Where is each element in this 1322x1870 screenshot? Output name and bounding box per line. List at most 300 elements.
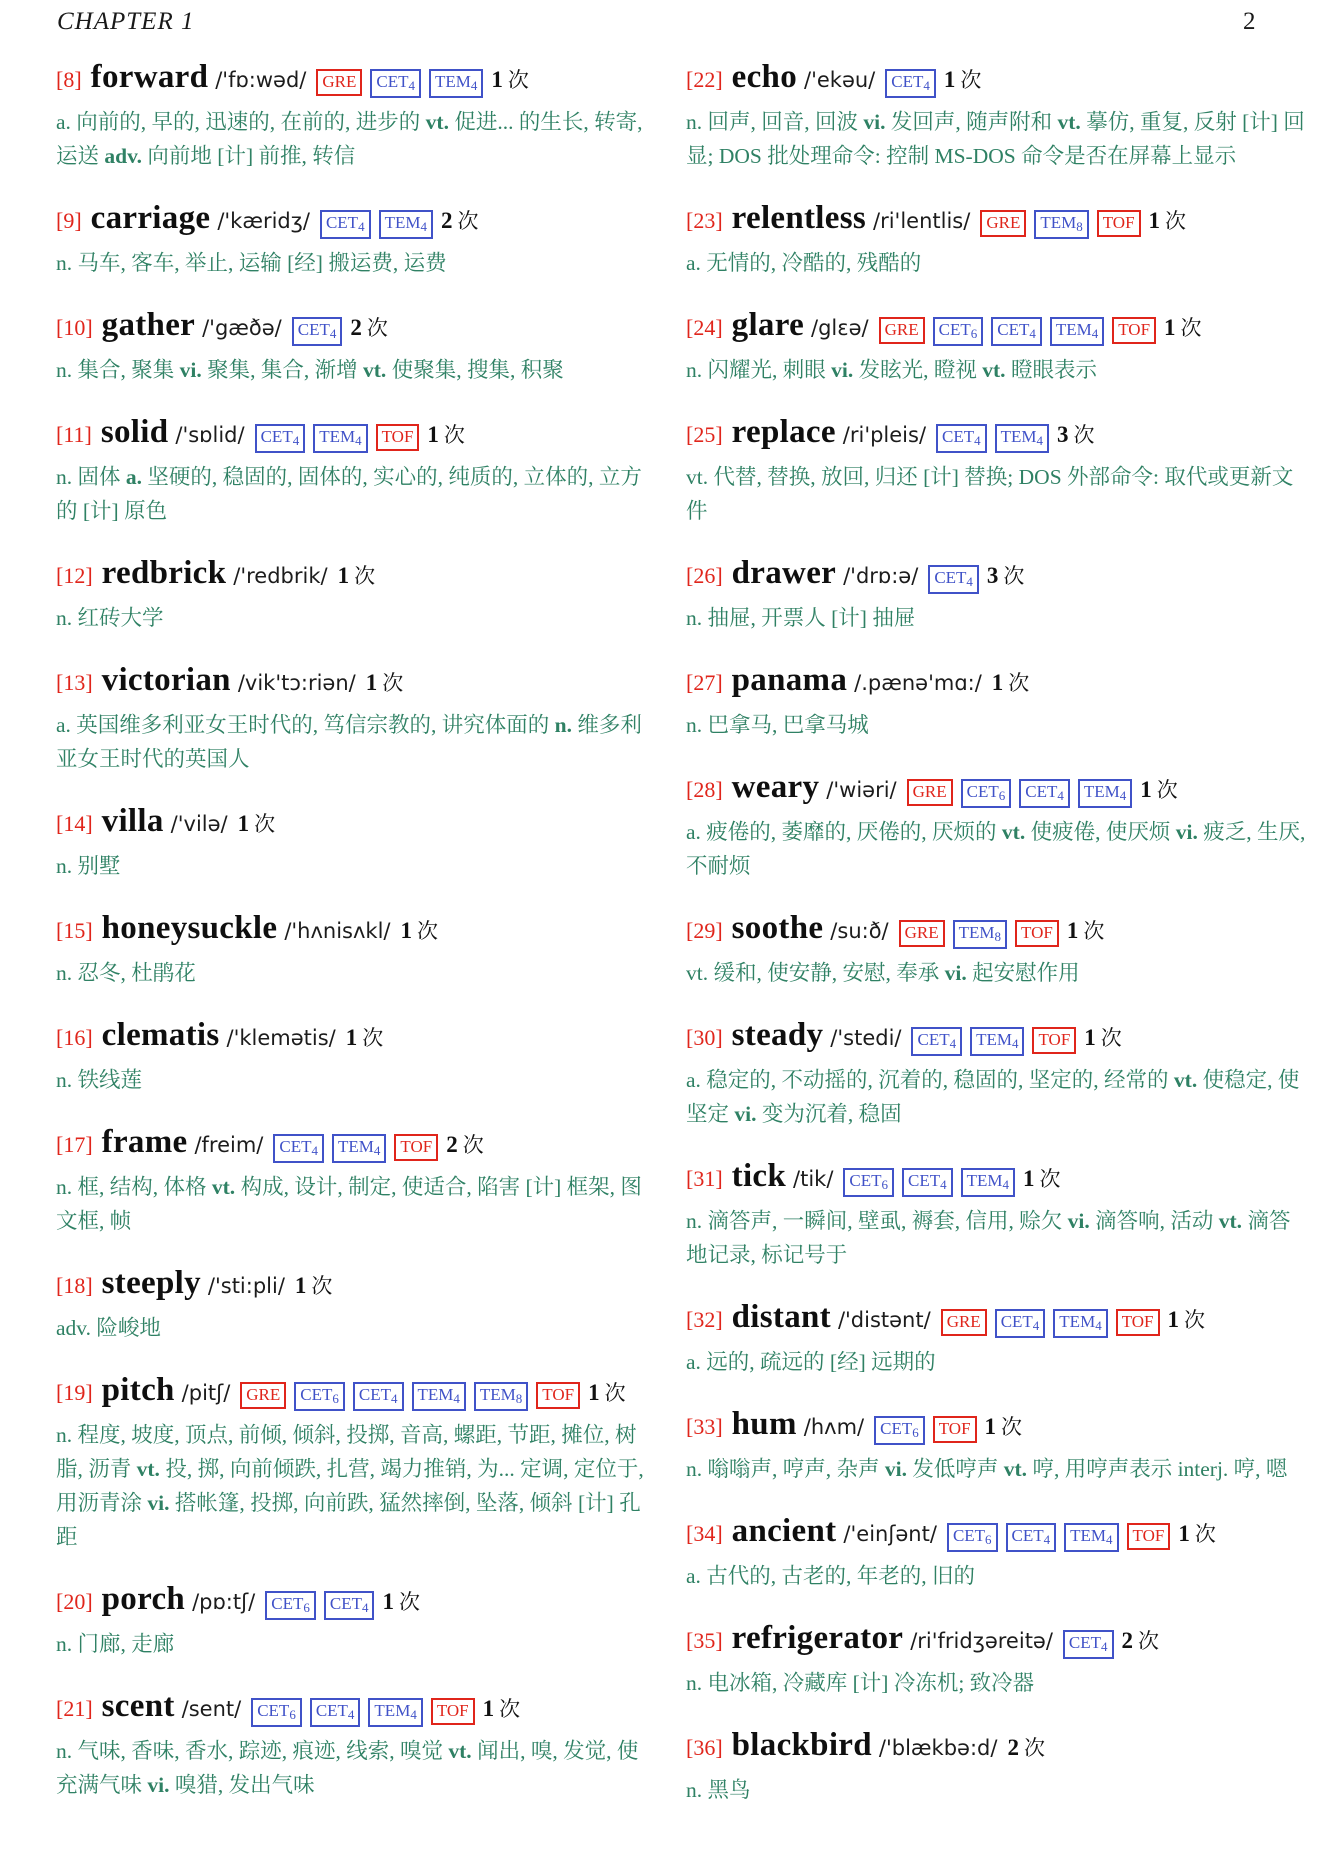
exam-tag-level: 6: [985, 1532, 992, 1547]
entry-number: [33]: [686, 1414, 723, 1439]
frequency-unit: 次: [443, 423, 465, 447]
entry-number: [13]: [56, 670, 93, 695]
exam-tag-badge: [1050, 317, 1104, 346]
exam-tag-text: TOF: [1038, 1030, 1071, 1049]
pos-marker: vt.: [211, 1175, 236, 1199]
definition-segment: 投, 掷, 向前倾跌, 扎营, 竭力推销, 为... 定调, 定位于, 用沥青涂: [56, 1457, 644, 1515]
frequency-unit: 次: [499, 1697, 521, 1721]
exam-tag-badge: [1063, 1630, 1114, 1659]
definition-segment: n. 电冰箱, 冷藏库 [计] 冷冻机; 致冷器: [686, 1671, 1035, 1695]
definition-segment: n. 固体: [56, 465, 126, 489]
definition-segment: 瞪眼表示: [1005, 358, 1097, 382]
word-entry: [56, 413, 652, 528]
frequency-count: 1: [237, 811, 250, 836]
exam-tag-level: 4: [940, 1177, 947, 1192]
exam-tag-text: CET: [358, 1385, 391, 1404]
exam-tag-badge: [1006, 1523, 1057, 1552]
phonetic-transcription: /'ekəu/: [804, 68, 876, 92]
entry-title-line: [686, 1726, 1310, 1770]
phonetic-transcription: /'stedi/: [830, 1026, 902, 1050]
exam-tag-level: 4: [453, 1391, 460, 1406]
entry-title-line: [686, 554, 1310, 598]
phonetic-transcription: /'hʌnisʌkl/: [284, 919, 391, 943]
definition-segment: n. 框, 结构, 体格: [56, 1175, 212, 1199]
exam-tag-text: CET: [297, 320, 330, 339]
pos-marker: vi.: [1175, 820, 1198, 844]
entry-title-line: [56, 1687, 652, 1731]
entry-number: [22]: [686, 67, 723, 92]
frequency-count: 1: [1084, 1025, 1096, 1050]
exam-tag-text: TOF: [436, 1701, 469, 1720]
definition-segment: a. 无情的, 冷酷的, 残酷的: [686, 251, 922, 275]
frequency-count: 2: [440, 208, 453, 233]
entry-title-line: [56, 1123, 652, 1167]
entry-number: [11]: [56, 422, 92, 447]
headword: refrigerator: [731, 1620, 904, 1656]
definition-segment: n. 忍冬, 杜鹃花: [56, 961, 196, 985]
entry-title-line: [686, 413, 1310, 457]
entry-title-line: [686, 306, 1310, 350]
phonetic-transcription: /'drɒ:ə/: [843, 564, 919, 588]
exam-tag-text: TEM: [958, 923, 995, 942]
headword: drawer: [731, 555, 837, 591]
exam-tag-badge: [292, 317, 343, 346]
definition-segment: n. 集合, 聚集: [56, 358, 180, 382]
word-entry: [686, 554, 1310, 635]
definition-text: [686, 1063, 1310, 1131]
phonetic-transcription: /.pænə'mɑ:/: [854, 671, 982, 695]
frequency-unit: 次: [1165, 209, 1187, 233]
exam-tag-text: CET: [891, 72, 924, 91]
entry-number: [36]: [686, 1735, 723, 1760]
entry-number: [17]: [56, 1132, 93, 1157]
definition-text: [56, 849, 652, 883]
definition-segment: 滴答地记录, 标记号于: [686, 1209, 1291, 1267]
definition-segment: 发眩光, 瞪视: [853, 358, 983, 382]
exam-tag-text: CET: [934, 568, 967, 587]
word-entry: [56, 306, 652, 387]
definition-text: [56, 353, 652, 387]
pos-marker: vt.: [1173, 1068, 1198, 1092]
exam-tag-level: 4: [949, 1036, 957, 1051]
exam-tag-text: CET: [908, 1171, 941, 1190]
frequency-unit: 次: [1008, 671, 1030, 695]
exam-tag-text: TEM: [384, 213, 421, 232]
headword: victorian: [101, 662, 231, 698]
exam-tag-level: 4: [1101, 1639, 1108, 1654]
exam-tag-badge: [379, 210, 433, 239]
exam-tag-level: 4: [1057, 788, 1064, 803]
exam-tag-text: CET: [880, 1419, 913, 1438]
exam-tag-badge: [1078, 779, 1132, 808]
headword: replace: [731, 414, 836, 450]
headword: steady: [731, 1017, 824, 1053]
frequency-count: 1: [400, 918, 412, 943]
definition-segment: a. 古代的, 古老的, 年老的, 旧的: [686, 1564, 976, 1588]
exam-tag-text: TEM: [1000, 427, 1037, 446]
pos-marker: vi.: [734, 1102, 757, 1126]
definition-text: [56, 460, 652, 528]
definition-segment: n. 黑鸟: [686, 1778, 751, 1802]
word-entry: [56, 1123, 652, 1238]
exam-tag-level: 4: [1032, 1318, 1040, 1333]
exam-tag-text: TOF: [1021, 923, 1053, 942]
exam-tag-badge: [933, 317, 984, 346]
headword: carriage: [90, 200, 211, 236]
frequency-count: 1: [943, 67, 956, 92]
frequency-count: 1: [382, 1589, 394, 1614]
exam-tag-badge: [961, 779, 1012, 808]
definition-segment: 哼, 用哼声表示 interj. 哼, 嗯: [1027, 1457, 1288, 1481]
frequency-count: 1: [345, 1025, 358, 1050]
exam-tag-level: 6: [912, 1425, 919, 1440]
frequency-count: 1: [1178, 1521, 1190, 1546]
exam-tag-text: TEM: [1059, 1312, 1096, 1331]
exam-tag-badge: [947, 1523, 998, 1552]
entry-number: [10]: [56, 315, 93, 340]
exam-tag-badge: [843, 1168, 894, 1197]
definition-segment: a. 英国维多利亚女王时代的, 笃信宗教的, 讲究体面的: [56, 713, 555, 737]
headword: scent: [101, 1688, 175, 1724]
exam-tag-text: TEM: [1040, 213, 1077, 232]
word-entry: [56, 661, 652, 776]
exam-tag-badge: [953, 920, 1007, 949]
definition-text: [686, 956, 1310, 990]
exam-tag-level: 4: [361, 1600, 369, 1615]
entry-number: [23]: [686, 208, 723, 233]
exam-tag-badge: [370, 69, 421, 98]
definition-text: [686, 246, 1310, 280]
phonetic-transcription: /'redbrik/: [233, 564, 328, 588]
definition-segment: 维多利亚女王时代的英国人: [56, 713, 642, 771]
entry-number: [18]: [56, 1273, 93, 1298]
headword: solid: [100, 414, 169, 450]
exam-tag-level: 4: [355, 433, 362, 448]
pos-marker: vt.: [363, 358, 387, 382]
word-entry: [56, 802, 652, 883]
definition-text: [686, 708, 1310, 742]
entry-title-line: [56, 1371, 652, 1415]
pos-marker: vt.: [1003, 1457, 1028, 1481]
pos-marker: vi.: [147, 1491, 170, 1515]
exam-tag-badge: [961, 1168, 1015, 1197]
word-entry: [686, 1298, 1310, 1379]
entry-number: [8]: [56, 67, 82, 92]
exam-tag-badge: [255, 424, 306, 453]
frequency-count: 1: [588, 1380, 600, 1405]
definition-segment: 使聚集, 搜集, 积聚: [386, 358, 564, 382]
entry-number: [9]: [56, 208, 82, 233]
exam-tag-level: 4: [1011, 1036, 1019, 1051]
exam-tag-badge: [980, 210, 1026, 237]
frequency-unit: 次: [462, 1133, 484, 1157]
exam-tag-text: CET: [1000, 1312, 1033, 1331]
exam-tag-text: TOF: [1118, 320, 1151, 339]
definition-segment: n. 程度, 坡度, 顶点, 前倾, 倾斜, 投掷, 音高, 螺距, 节距, 摊位, 树脂, 沥青: [56, 1423, 637, 1481]
exam-tag-text: TOF: [1102, 213, 1135, 232]
exam-tag-level: 4: [311, 1143, 318, 1158]
pos-marker: vt.: [136, 1457, 160, 1481]
definition-text: [686, 1559, 1310, 1593]
frequency-unit: 次: [507, 68, 529, 92]
pos-marker: vi.: [863, 110, 886, 134]
exam-tag-level: 4: [1095, 1318, 1102, 1333]
headword: hum: [731, 1406, 797, 1442]
exam-tag-level: 6: [289, 1707, 296, 1722]
exam-tag-text: GRE: [912, 782, 947, 801]
definition-segment: n. 气味, 香味, 香水, 踪迹, 痕迹, 线索, 嗅觉: [56, 1739, 449, 1763]
exam-tag-badge: [1097, 210, 1141, 237]
exam-tag-level: 8: [994, 929, 1002, 944]
exam-tag-badge: [907, 779, 953, 806]
headword: ancient: [731, 1513, 837, 1549]
exam-tag-text: TEM: [966, 1171, 1003, 1190]
exam-tag-level: 4: [923, 78, 930, 93]
word-entry: [56, 199, 652, 280]
phonetic-transcription: /freim/: [194, 1133, 264, 1157]
pos-marker: vt.: [425, 110, 449, 134]
exam-tag-text: CET: [279, 1137, 312, 1156]
exam-tag-level: 4: [391, 1391, 398, 1406]
definition-segment: 嗅猎, 发出气味: [169, 1773, 315, 1797]
phonetic-transcription: /'blækbə:d/: [878, 1736, 998, 1760]
definition-text: [686, 1452, 1310, 1486]
exam-tag-level: 4: [1002, 1177, 1010, 1192]
headword: villa: [101, 803, 164, 839]
word-entry: [686, 413, 1310, 528]
pos-marker: vi.: [147, 1773, 170, 1797]
exam-tag-text: CET: [271, 1594, 304, 1613]
exam-tag-level: 6: [970, 326, 978, 341]
headword: steeply: [101, 1265, 201, 1301]
exam-tag-badge: [313, 424, 367, 453]
entry-title-line: [686, 1157, 1310, 1201]
exam-tag-badge: [936, 424, 987, 453]
word-entry: [686, 768, 1310, 883]
exam-tag-level: 4: [292, 433, 300, 448]
definition-segment: 疲乏, 生厌, 不耐烦: [686, 820, 1306, 878]
exam-tag-badge: [933, 1416, 977, 1443]
exam-tag-text: CET: [1011, 1526, 1044, 1545]
headword: gather: [101, 307, 196, 343]
exam-tag-text: TOF: [542, 1385, 575, 1404]
phonetic-transcription: /'vilə/: [170, 812, 228, 836]
definition-text: [686, 1773, 1310, 1807]
entry-number: [26]: [686, 563, 723, 588]
definition-segment: 起安慰作用: [966, 961, 1080, 985]
exam-tag-text: GRE: [986, 213, 1021, 232]
frequency-unit: 次: [1039, 1167, 1061, 1191]
entry-number: [28]: [686, 777, 723, 802]
exam-tag-badge: [310, 1698, 361, 1727]
headword: porch: [101, 1581, 186, 1617]
exam-tag-level: 4: [373, 1143, 381, 1158]
exam-tag-badge: [265, 1591, 316, 1620]
exam-tag-text: GRE: [904, 923, 939, 942]
phonetic-transcription: /pɒ:tʃ/: [192, 1590, 256, 1614]
entry-number: [15]: [56, 918, 93, 943]
exam-tag-badge: [368, 1698, 422, 1727]
definition-text: [686, 1345, 1310, 1379]
page-number: 2: [1243, 8, 1256, 35]
word-entry: [686, 1512, 1310, 1593]
definition-segment: n. 滴答声, 一瞬间, 壁虱, 褥套, 信用, 赊欠: [686, 1209, 1068, 1233]
frequency-unit: 次: [362, 1026, 384, 1050]
entry-number: [34]: [686, 1521, 723, 1546]
definition-segment: vt. 缓和, 使安静, 安慰, 奉承: [686, 961, 945, 985]
word-entry: [686, 306, 1310, 387]
exam-tag-level: 4: [1029, 326, 1036, 341]
word-entry: [686, 1405, 1310, 1486]
entry-title-line: [686, 199, 1310, 243]
exam-tag-level: 8: [1076, 219, 1083, 234]
exam-tag-text: TOF: [938, 1419, 971, 1438]
entry-number: [21]: [56, 1696, 93, 1721]
exam-tag-text: TEM: [319, 427, 356, 446]
exam-tag-text: CET: [997, 320, 1030, 339]
frequency-count: 1: [337, 563, 350, 588]
exam-tag-text: TEM: [1070, 1526, 1107, 1545]
headword: distant: [731, 1299, 831, 1335]
pos-marker: adv.: [104, 144, 143, 168]
exam-tag-level: 4: [410, 1707, 417, 1722]
definition-segment: 使疲倦, 使厌烦: [1025, 820, 1176, 844]
exam-tag-level: 4: [347, 1707, 355, 1722]
definition-text: [686, 601, 1310, 635]
exam-tag-badge: [376, 424, 420, 451]
pos-marker: vt.: [1001, 820, 1026, 844]
exam-tag-level: 4: [1091, 326, 1099, 341]
definition-text: [686, 1666, 1310, 1700]
phonetic-transcription: /'klemətis/: [226, 1026, 336, 1050]
definition-text: [56, 246, 652, 280]
frequency-unit: 次: [960, 68, 982, 92]
frequency-count: 1: [491, 67, 503, 92]
exam-tag-badge: [240, 1382, 286, 1409]
exam-tag-text: GRE: [884, 320, 919, 339]
exam-tag-badge: [412, 1382, 466, 1411]
entry-title-line: [56, 199, 652, 243]
frequency-count: 3: [1057, 422, 1069, 447]
phonetic-transcription: /'kæridʒ/: [217, 209, 310, 233]
phonetic-transcription: /ri'fridʒəreitə/: [910, 1629, 1053, 1653]
pos-marker: vt.: [1218, 1209, 1243, 1233]
phonetic-transcription: /vik'tɔ:riən/: [237, 671, 356, 695]
pos-marker: vt.: [448, 1739, 472, 1763]
definition-text: [56, 105, 652, 173]
exam-tag-badge: [1015, 920, 1059, 947]
definition-segment: a. 稳定的, 不动摇的, 沉着的, 稳固的, 坚定的, 经常的: [686, 1068, 1174, 1092]
exam-tag-badge: [394, 1134, 438, 1161]
entry-title-line: [686, 1016, 1310, 1060]
definition-text: [686, 105, 1310, 173]
frequency-count: 1: [1164, 315, 1176, 340]
entry-title-line: [686, 768, 1310, 812]
word-entry: [56, 909, 652, 990]
definition-segment: n. 闪耀光, 刺眼: [686, 358, 832, 382]
phonetic-transcription: /'sti:pli/: [207, 1274, 285, 1298]
definition-segment: n. 嗡嗡声, 哼声, 杂声: [686, 1457, 885, 1481]
frequency-unit: 次: [1023, 1736, 1045, 1760]
frequency-count: 1: [991, 670, 1004, 695]
exam-tag-text: TEM: [435, 72, 471, 91]
entry-title-line: [56, 802, 652, 846]
word-entry: [56, 554, 652, 635]
pos-marker: n.: [554, 713, 573, 737]
entry-title-line: [686, 1405, 1310, 1449]
definition-text: [56, 1734, 652, 1802]
entry-title-line: [686, 1512, 1310, 1556]
exam-tag-badge: [1032, 1027, 1076, 1054]
definition-segment: 促进... 的生长, 转寄, 运送: [56, 110, 643, 168]
entry-title-line: [56, 554, 652, 598]
pos-marker: vi.: [831, 358, 854, 382]
definition-segment: a. 向前的, 早的, 迅速的, 在前的, 进步的: [56, 110, 426, 134]
phonetic-transcription: /'fɒ:wəd/: [215, 68, 307, 92]
frequency-count: 1: [427, 422, 439, 447]
definition-text: [56, 1063, 652, 1097]
definition-text: [686, 353, 1310, 387]
definition-segment: n. 铁线莲: [56, 1068, 143, 1092]
pos-marker: a.: [125, 465, 143, 489]
headword: echo: [731, 59, 798, 95]
exam-tag-text: TEM: [374, 1701, 411, 1720]
phonetic-transcription: /sent/: [181, 1697, 242, 1721]
frequency-unit: 次: [354, 564, 376, 588]
definition-segment: n. 别墅: [56, 854, 121, 878]
frequency-unit: 次: [1184, 1308, 1205, 1332]
exam-tag-level: 6: [998, 788, 1006, 803]
definition-segment: n. 抽屉, 开票人 [计] 抽屉: [686, 606, 916, 630]
exam-tag-text: TOF: [400, 1137, 433, 1156]
frequency-unit: 次: [311, 1274, 333, 1298]
exam-tag-badge: [294, 1382, 345, 1411]
frequency-count: 1: [1066, 918, 1079, 943]
entry-title-line: [56, 58, 652, 102]
exam-tag-text: CET: [315, 1701, 348, 1720]
frequency-unit: 次: [366, 316, 388, 340]
headword: honeysuckle: [101, 910, 278, 946]
frequency-unit: 次: [457, 209, 479, 233]
frequency-unit: 次: [417, 919, 438, 943]
exam-tag-text: GRE: [246, 1385, 281, 1404]
exam-tag-badge: [353, 1382, 404, 1411]
frequency-unit: 次: [1194, 1522, 1216, 1546]
exam-tag-badge: [995, 1309, 1046, 1338]
exam-tag-badge: [316, 69, 362, 96]
exam-tag-badge: [536, 1382, 580, 1409]
exam-tag-text: CET: [849, 1171, 882, 1190]
frequency-unit: 次: [1003, 564, 1025, 588]
entry-number: [25]: [686, 422, 723, 447]
definition-segment: 构成, 设计, 制定, 使适合, 陷害 [计] 框架, 图文框, 帧: [56, 1175, 642, 1233]
definition-segment: 滴答响, 活动: [1089, 1209, 1219, 1233]
exam-tag-text: TOF: [1121, 1312, 1154, 1331]
entry-title-line: [56, 413, 652, 457]
frequency-count: 3: [986, 563, 999, 588]
exam-tag-level: 4: [1119, 788, 1127, 803]
word-entry: [686, 1619, 1310, 1700]
exam-tag-text: CET: [938, 320, 971, 339]
pos-marker: vt.: [1057, 110, 1081, 134]
frequency-count: 1: [1023, 1166, 1035, 1191]
headword: panama: [731, 662, 848, 698]
definition-text: [56, 1627, 652, 1661]
exam-tag-level: 4: [1036, 433, 1044, 448]
entry-title-line: [56, 909, 652, 953]
phonetic-transcription: /pitʃ/: [181, 1381, 231, 1405]
exam-tag-badge: [1034, 210, 1088, 239]
